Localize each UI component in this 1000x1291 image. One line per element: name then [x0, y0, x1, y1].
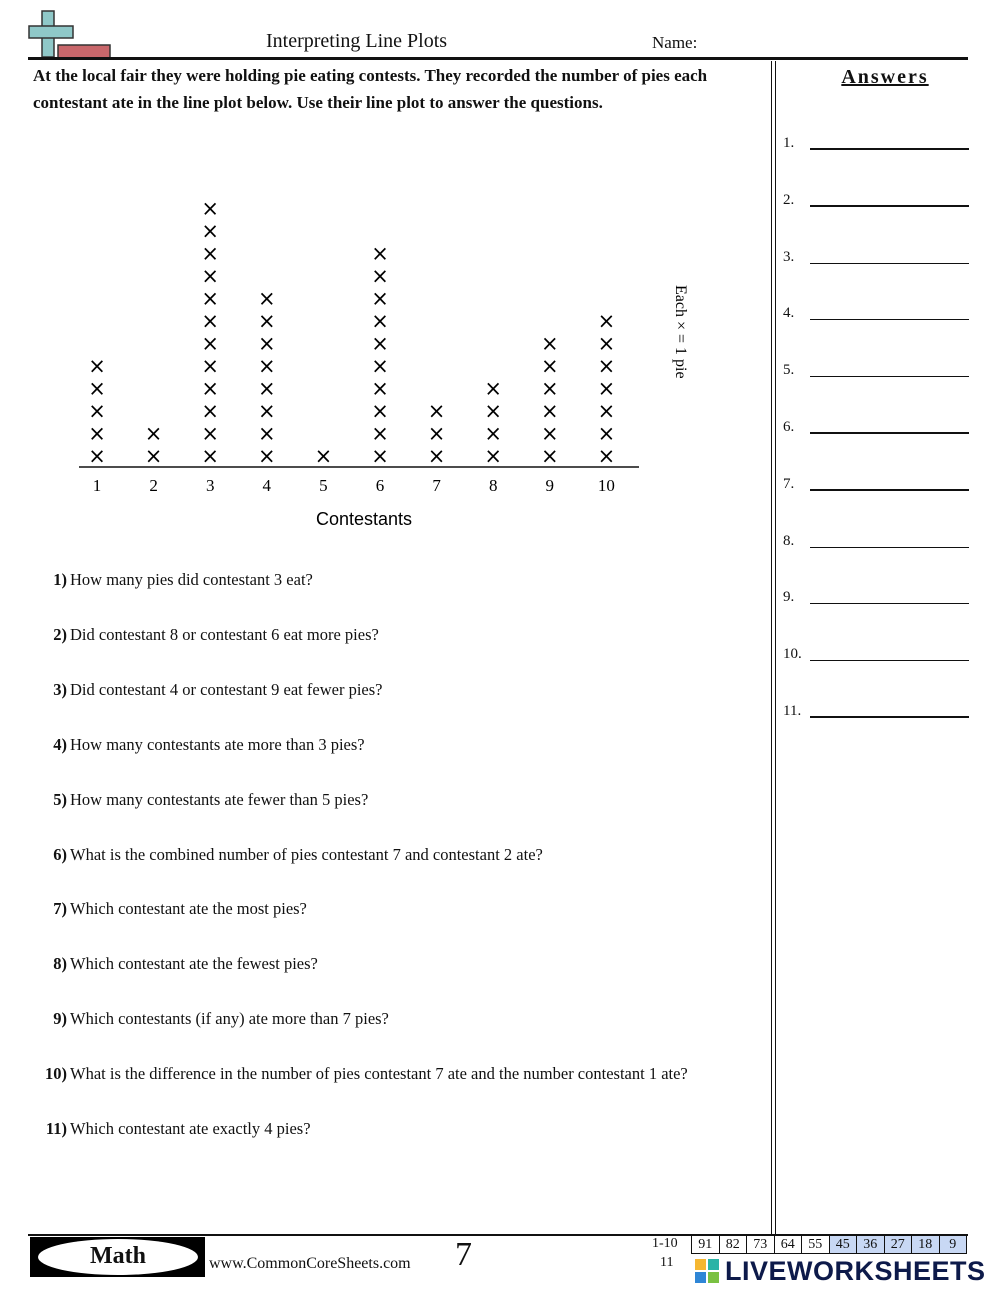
plot-x-mark: ×	[257, 354, 276, 378]
answer-row	[783, 300, 969, 320]
page-title: Interpreting Line Plots	[266, 30, 448, 52]
answer-blank[interactable]	[810, 489, 969, 491]
question-number: 10)	[45, 1064, 67, 1084]
x-tick-label: 4	[262, 476, 272, 495]
question-text: What is the difference in the number of pies contestant 7 ate and the number contestant 1 ate?	[70, 1064, 688, 1084]
plot-x-mark: ×	[484, 399, 503, 423]
plot-x-mark: ×	[371, 444, 389, 468]
question-number: 1)	[53, 570, 67, 589]
question-number: 9)	[53, 1009, 67, 1029]
instructions: At the local fair they were holding pie eating contests. They recorded the number of pies each contestant ate in the line plot below. Use their line plot to answer the questions.	[33, 66, 708, 112]
plot-x-mark: ×	[540, 399, 559, 423]
answer-number: 6.	[783, 419, 795, 435]
plot-x-mark: ×	[88, 354, 106, 378]
plot-x-mark: ×	[597, 309, 616, 333]
question-text: Which contestants (if any) ate more than 7 pies?	[70, 1009, 389, 1029]
score-cell: 73	[747, 1236, 775, 1254]
plot-x-mark: ×	[484, 376, 503, 401]
answers-title: Answers	[841, 66, 929, 88]
plot-x-mark: ×	[597, 354, 616, 378]
website: www.CommonCoreSheets.com	[209, 1255, 411, 1272]
plot-x-mark: ×	[597, 444, 616, 468]
answer-number: 3.	[783, 248, 795, 265]
answer-number: 5.	[783, 362, 795, 379]
plot-x-mark: ×	[257, 421, 276, 446]
column-divider	[775, 61, 776, 1235]
plot-x-mark: ×	[257, 286, 276, 311]
answer-number: 11.	[783, 703, 802, 719]
plot-x-mark: ×	[371, 241, 389, 266]
plot-x-mark: ×	[597, 376, 616, 401]
column-divider	[771, 61, 772, 1235]
question-item	[31, 954, 318, 974]
answer-blank[interactable]	[810, 603, 969, 604]
score-cell: 9	[939, 1236, 967, 1254]
plot-x-mark: ×	[257, 444, 276, 468]
question-item	[31, 899, 307, 919]
plot-x-mark: ×	[88, 399, 106, 423]
plot-x-mark: ×	[201, 286, 220, 311]
x-tick-label: 1	[92, 476, 102, 495]
plot-x-mark: ×	[371, 421, 389, 446]
answer-number: 10.	[783, 646, 802, 663]
question-text: How many pies did contestant 3 eat?	[70, 570, 313, 589]
x-tick-label: 5	[319, 476, 328, 495]
logo-icon	[28, 8, 112, 60]
answer-number: 2.	[783, 191, 795, 208]
plot-x-mark: ×	[371, 399, 389, 423]
page-number: 7	[455, 1236, 472, 1273]
plot-x-mark: ×	[371, 286, 389, 311]
plot-x-mark: ×	[540, 331, 559, 356]
plot-x-mark: ×	[201, 376, 220, 401]
plot-x-mark: ×	[371, 309, 389, 333]
answer-row	[783, 641, 969, 661]
plot-x-mark: ×	[201, 331, 220, 356]
answer-blank[interactable]	[810, 432, 969, 434]
answer-row	[783, 584, 969, 604]
plot-x-mark: ×	[314, 444, 333, 468]
plot-x-mark: ×	[201, 309, 220, 333]
answer-row	[783, 187, 969, 207]
line-plot	[60, 185, 720, 535]
plot-x-mark: ×	[88, 444, 106, 468]
question-number: 8)	[53, 954, 67, 974]
question-text: Did contestant 4 or contestant 9 eat fewer pies?	[70, 679, 383, 699]
x-tick-labels	[93, 476, 615, 495]
x-tick-label: 6	[375, 476, 385, 495]
header-divider	[28, 57, 968, 60]
plot-marks	[88, 197, 615, 469]
subject-label: Math	[38, 1239, 198, 1275]
question-item	[31, 680, 382, 700]
question-item	[31, 845, 543, 865]
plot-x-mark: ×	[201, 354, 220, 378]
plot-x-mark: ×	[597, 331, 616, 356]
plot-x-mark: ×	[371, 331, 389, 356]
score-range-label: 1-10	[652, 1236, 678, 1251]
x-tick-label: 10	[597, 476, 615, 495]
plot-x-mark: ×	[371, 354, 389, 378]
plot-x-mark: ×	[144, 421, 163, 446]
score-cell: 82	[719, 1236, 747, 1254]
question-number: 11)	[45, 1119, 67, 1138]
question-text: What is the combined number of pies contestant 7 and contestant 2 ate?	[70, 844, 543, 864]
plot-x-mark: ×	[88, 421, 106, 446]
plot-x-mark: ×	[257, 376, 276, 401]
question-number: 2)	[53, 624, 67, 644]
name-label: Name:	[652, 33, 698, 52]
score-cell: 36	[857, 1236, 885, 1254]
score-range-label: 11	[660, 1255, 674, 1270]
question-item	[31, 1119, 311, 1139]
plot-x-mark: ×	[427, 444, 446, 468]
plot-x-mark: ×	[427, 399, 446, 423]
liveworksheets-brand[interactable]	[694, 1255, 986, 1287]
plot-x-mark: ×	[540, 376, 559, 401]
plot-x-mark: ×	[201, 399, 220, 423]
plot-x-mark: ×	[201, 241, 220, 266]
liveworksheets-logo-icon	[694, 1258, 720, 1284]
answer-blank[interactable]	[810, 716, 969, 718]
answer-blank[interactable]	[810, 547, 969, 548]
question-text: Which contestant ate exactly 4 pies?	[70, 1119, 311, 1138]
x-tick-label: 9	[545, 476, 555, 495]
x-tick-label: 7	[432, 476, 441, 495]
plot-x-mark: ×	[540, 421, 559, 446]
plot-x-mark: ×	[201, 264, 220, 288]
plot-x-mark: ×	[201, 421, 220, 446]
answer-row	[783, 528, 969, 548]
question-text: Did contestant 8 or contestant 6 eat more pies?	[70, 624, 379, 644]
plot-x-mark: ×	[257, 331, 276, 356]
answer-row	[783, 244, 969, 264]
question-item	[31, 570, 313, 590]
question-item	[31, 625, 379, 645]
question-item	[31, 1064, 688, 1084]
question-text: How many contestants ate more than 3 pies?	[70, 734, 365, 754]
plot-x-mark: ×	[597, 421, 616, 446]
brand-name: LIVEWORKSHEETS	[725, 1255, 986, 1286]
answer-blank[interactable]	[810, 376, 969, 377]
question-number: 7)	[53, 899, 67, 919]
plot-x-mark: ×	[201, 219, 220, 243]
plot-x-mark: ×	[427, 421, 446, 446]
score-cell: 27	[884, 1236, 912, 1254]
plot-x-mark: ×	[540, 444, 559, 468]
answer-blank[interactable]	[810, 660, 969, 661]
question-item	[31, 735, 365, 755]
x-tick-label: 8	[488, 476, 498, 495]
question-number: 6)	[53, 844, 67, 864]
answer-row	[783, 698, 969, 718]
plot-x-mark: ×	[597, 399, 616, 423]
plot-x-mark: ×	[257, 309, 276, 333]
answer-number: 9.	[783, 589, 795, 606]
answer-row	[783, 471, 969, 491]
answer-number: 1.	[783, 135, 795, 151]
x-axis-label: Contestants	[315, 509, 413, 529]
answer-blank[interactable]	[810, 319, 969, 320]
plot-x-mark: ×	[201, 444, 220, 468]
answer-number: 7.	[783, 475, 795, 492]
plot-x-mark: ×	[88, 376, 106, 401]
answer-row	[783, 357, 969, 377]
question-number: 5)	[53, 789, 67, 809]
answer-blank[interactable]	[810, 148, 969, 150]
plot-x-mark: ×	[371, 376, 389, 401]
plot-x-mark: ×	[540, 354, 559, 378]
question-text: How many contestants ate fewer than 5 pies?	[70, 789, 369, 809]
answer-blank[interactable]	[810, 263, 969, 264]
score-cell: 55	[802, 1236, 830, 1254]
plot-x-mark: ×	[201, 196, 220, 221]
score-cell: 18	[912, 1236, 940, 1254]
answer-blank[interactable]	[810, 205, 969, 207]
score-cell: 64	[774, 1236, 802, 1254]
x-tick-label: 3	[205, 476, 215, 495]
score-cell: 91	[692, 1236, 720, 1254]
plot-x-mark: ×	[257, 399, 276, 423]
x-tick-label: 2	[149, 476, 158, 495]
score-table	[691, 1235, 967, 1254]
question-text: Which contestant ate the fewest pies?	[70, 954, 318, 974]
answer-row	[783, 130, 969, 150]
plot-x-mark: ×	[371, 264, 389, 288]
plot-x-mark: ×	[484, 444, 503, 468]
plot-x-mark: ×	[484, 421, 503, 446]
plot-x-mark: ×	[144, 444, 163, 468]
score-cell: 45	[829, 1236, 857, 1254]
question-text: Which contestant ate the most pies?	[70, 899, 307, 919]
answer-number: 4.	[783, 305, 795, 322]
question-number: 4)	[53, 734, 67, 754]
plot-key: Each × = 1 pie	[672, 285, 689, 379]
question-item	[31, 790, 368, 810]
question-number: 3)	[53, 679, 67, 699]
answer-number: 8.	[783, 532, 795, 549]
answer-row	[783, 414, 969, 434]
question-item	[31, 1009, 389, 1029]
